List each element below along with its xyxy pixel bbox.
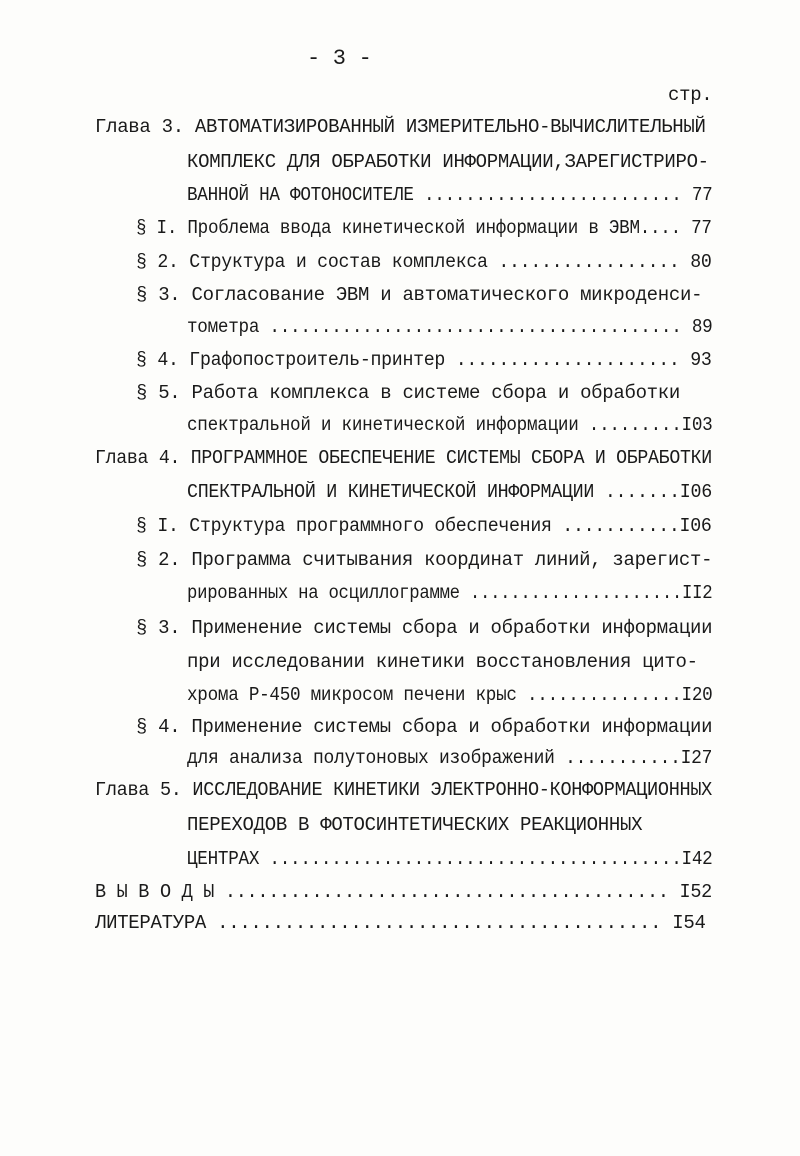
toc-line: § 4. Графопостроитель-принтер ..................... 93 <box>136 349 712 371</box>
toc-line: § 2. Программа считывания координат линий, зарегист- <box>136 549 713 571</box>
toc-line: § I. Структура программного обеспечения ...........I06 <box>136 515 712 537</box>
toc-line: ЦЕНТРАХ ........................................I42 <box>187 848 713 870</box>
toc-line: для анализа полутоновых изображений ...........I27 <box>187 747 713 769</box>
toc-line: В Ы В О Д Ы ......................................... I52 <box>95 881 712 903</box>
toc-line: Глава 4. ПРОГРАММНОЕ ОБЕСПЕЧЕНИЕ СИСТЕМЫ СБОРА И ОБРАБОТКИ <box>95 447 712 469</box>
toc-line: § 3. Согласование ЭВМ и автоматического микроденси- <box>136 284 703 306</box>
toc-line: § 4. Применение системы сбора и обработки информации <box>136 716 713 738</box>
toc-line: КОМПЛЕКС ДЛЯ ОБРАБОТКИ ИНФОРМАЦИИ,ЗАРЕГИСТРИРО- <box>187 151 709 173</box>
toc-line: § 5. Работа комплекса в системе сбора и обработки <box>136 382 680 404</box>
toc-line: § 2. Структура и состав комплекса ................. 80 <box>136 251 712 273</box>
toc-line: рированных на осциллограмме .....................II2 <box>187 582 713 604</box>
page-number: - 3 - <box>307 46 372 71</box>
toc-line: Глава 5. ИССЛЕДОВАНИЕ КИНЕТИКИ ЭЛЕКТРОННО-КОНФОРМАЦИОННЫХ <box>95 779 712 801</box>
toc-line: ВАННОЙ НА ФОТОНОСИТЕЛЕ ......................... 77 <box>187 184 713 206</box>
toc-line: тометра ........................................ 89 <box>187 316 713 338</box>
page-column-header: стр. <box>668 84 713 106</box>
toc-line: ЛИТЕРАТУРА ........................................ I54 <box>95 912 706 934</box>
toc-line: спектральной и кинетической информации .........I03 <box>187 414 713 436</box>
toc-line: СПЕКТРАЛЬНОЙ И КИНЕТИЧЕСКОЙ ИНФОРМАЦИИ .......I06 <box>187 481 712 503</box>
toc-line: при исследовании кинетики восстановления цито- <box>187 651 698 673</box>
toc-line: Глава 3. АВТОМАТИЗИРОВАННЫЙ ИЗМЕРИТЕЛЬНО-ВЫЧИСЛИТЕЛЬНЫЙ <box>95 116 706 138</box>
toc-line: ПЕРЕХОДОВ В ФОТОСИНТЕТИЧЕСКИХ РЕАКЦИОННЫХ <box>187 814 643 836</box>
toc-line: § 3. Применение системы сбора и обработки информации <box>136 617 713 639</box>
toc-line: хрома Р-450 микросом печени крыс ...............I20 <box>187 684 713 706</box>
toc-line: § I. Проблема ввода кинетической информации в ЭВМ.... 77 <box>136 217 712 239</box>
